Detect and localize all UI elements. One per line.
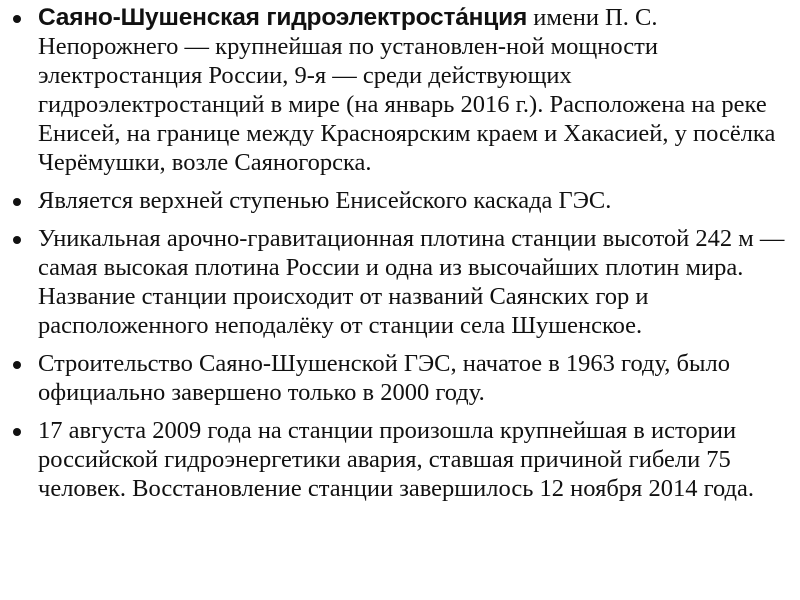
list-item-text: имени П. С. Непорожнего — крупнейшая по установлен-ной мощности электростанция России, 9-я — среди действующих гидроэлектростанций в мире (на январь 2016 г.). Расположена на реке Енисей, на границе между Красноярским краем и Хакасией, у посёлка Черёмушки, возле Саяногорска.: [38, 4, 776, 176]
list-item-3: [10, 224, 795, 340]
bullet-dot-icon: [13, 15, 21, 23]
list-item-2: [10, 186, 795, 215]
station-name-bold: Саяно-Шушенская гидроэлектроста́нция: [38, 4, 528, 31]
bullet-dot-icon: [13, 236, 21, 244]
bullet-list: [10, 3, 795, 512]
list-item-1: [10, 3, 795, 177]
list-item-4: [10, 349, 795, 407]
list-item-text: Уникальная арочно-гравитационная плотина станции высотой 242 м — самая высокая плотина России и одна из высочайших плотин мира. Название станции происходит от названий Саянских гор и расположенного неподалёку от станции села Шушенское.: [38, 225, 785, 339]
bullet-dot-icon: [13, 428, 21, 436]
list-item-text: 17 августа 2009 года на станции произошла крупнейшая в истории российской гидроэнергетики авария, ставшая причиной гибели 75 человек. Восстановление станции завершилось 12 ноября 2014 года.: [38, 417, 755, 502]
list-item-text: Является верхней ступенью Енисейского каскада ГЭС.: [38, 187, 612, 214]
list-item-5: [10, 416, 795, 503]
bullet-dot-icon: [13, 361, 21, 369]
bullet-dot-icon: [13, 198, 21, 206]
list-item-text: Строительство Саяно-Шушенской ГЭС, начатое в 1963 году, было официально завершено только в 2000 году.: [38, 350, 730, 406]
